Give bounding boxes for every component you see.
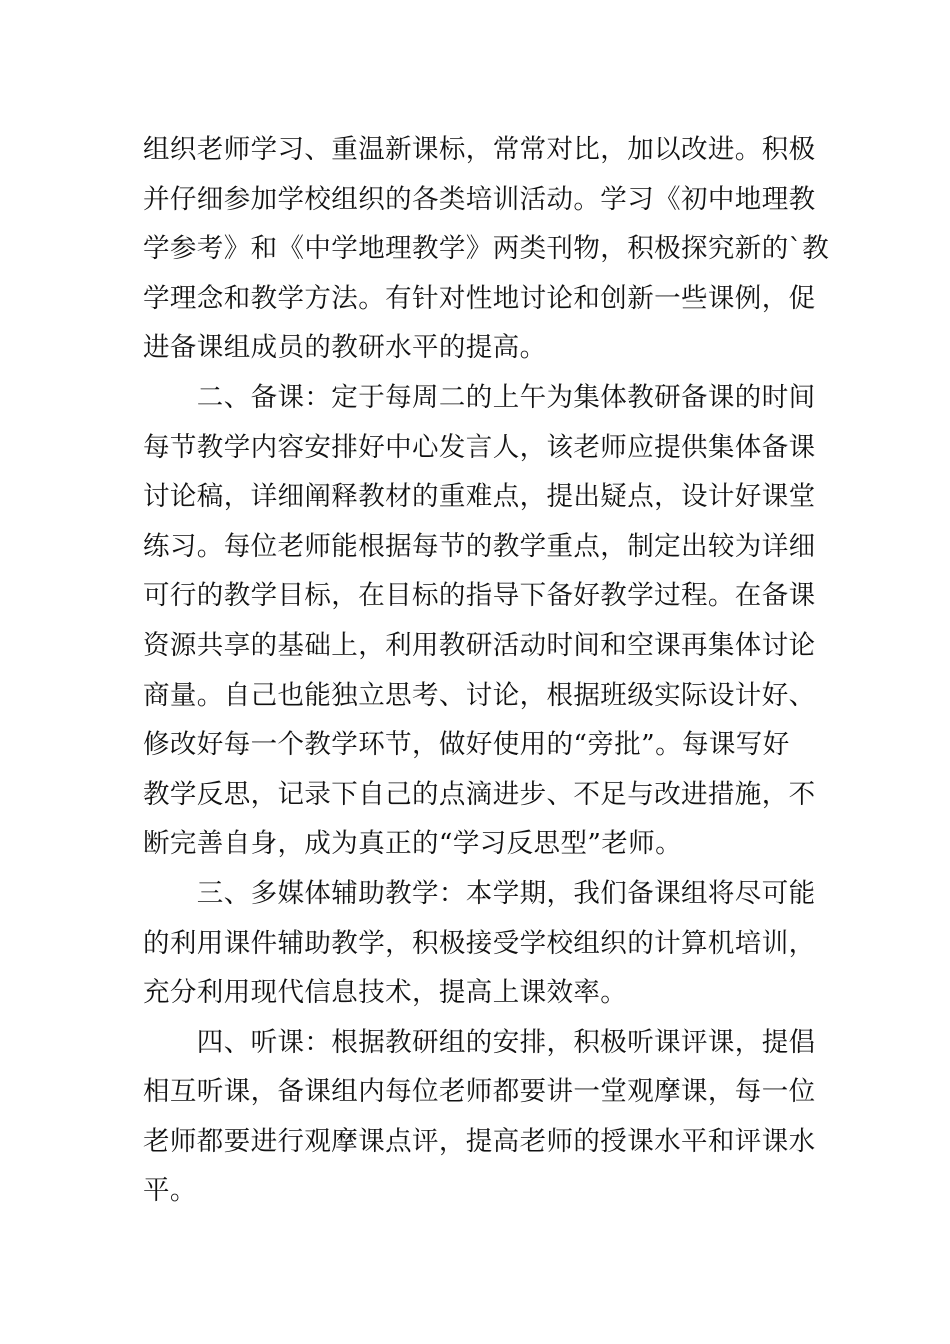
text-line: 二、备课：定于每周二的上午为集体教研备课的时间	[143, 381, 816, 413]
document-body	[143, 125, 830, 1216]
text-line: 组织老师学习、重温新课标，常常对比，加以改进。积极	[143, 134, 816, 165]
text-line: 学理念和教学方法。有针对性地讨论和创新一些课例，促	[143, 282, 816, 314]
text-line: 每节教学内容安排好中心发言人，该老师应提供集体备课	[143, 431, 816, 463]
paragraph-observation	[143, 1018, 816, 1216]
text-line: 练习。每位老师能根据每节的教学重点，制定出较为详细	[143, 530, 816, 562]
text-line: 修改好每一个教学环节，做好使用的“旁批”。每课写好	[143, 729, 790, 761]
text-line: 进备课组成员的教研水平的提高。	[143, 332, 547, 364]
text-line: 资源共享的基础上，利用教研活动时间和空课再集体讨论	[143, 629, 816, 661]
paragraph-multimedia	[143, 869, 816, 1018]
text-line: 断完善自身，成为真正的“学习反思型”老师。	[143, 828, 682, 860]
paragraph-training	[143, 125, 830, 373]
text-line: 三、多媒体辅助教学：本学期，我们备课组将尽可能	[143, 877, 816, 909]
text-line: 并仔细参加学校组织的各类培训活动。学习《初中地理教	[143, 183, 816, 215]
text-line: 充分利用现代信息技术，提高上课效率。	[143, 977, 628, 1009]
text-line: 教学反思，记录下自己的点滴进步、不足与改进措施，不	[143, 778, 816, 810]
text-line: 老师都要进行观摩课点评，提高老师的授课水平和评课水	[143, 1125, 816, 1157]
text-line: 的利用课件辅助教学，积极接受学校组织的计算机培训，	[143, 927, 816, 959]
text-line: 商量。自己也能独立思考、讨论，根据班级实际设计好、	[143, 679, 816, 711]
text-line: 学参考》和《中学地理教学》两类刊物，积极探究新的`教	[143, 233, 830, 265]
text-line: 平。	[143, 1175, 197, 1207]
text-line: 讨论稿，详细阐释教材的重难点，提出疑点，设计好课堂	[143, 481, 816, 513]
text-line: 可行的教学目标，在目标的指导下备好教学过程。在备课	[143, 580, 816, 612]
text-line: 四、听课：根据教研组的安排，积极听课评课，提倡	[143, 1026, 816, 1058]
text-line: 相互听课，备课组内每位老师都要讲一堂观摩课，每一位	[143, 1076, 816, 1108]
paragraph-lesson-prep	[143, 373, 816, 869]
